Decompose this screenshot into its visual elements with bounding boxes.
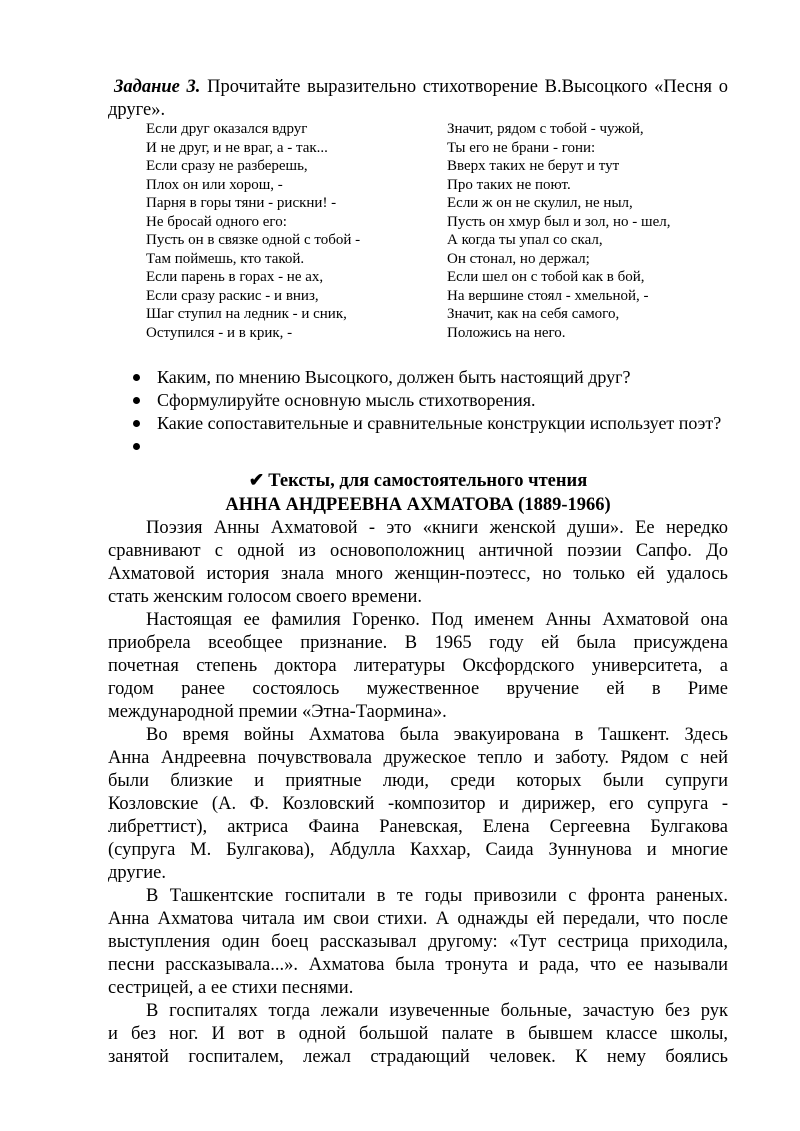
poem-line: На вершине стоял - хмельной, - [447,287,649,304]
question-item: Сформулируйте основную мысль стихотворения. [130,389,730,412]
text-line: были близкие и приятные люди, среди которых были супруги [108,771,728,791]
poem-line: Если сразу не разберешь, [146,158,308,174]
paragraph [108,885,728,1000]
text-line: выступления один боец рассказывал другому: «Тут сестрица приходила, [108,932,728,952]
poem-line: Пусть он в связке одной с тобой - [146,232,361,248]
text-line: Козловские (А. Ф. Козловский -композитор и дирижер, его супруга - [108,794,728,814]
question-item: Какие сопоставительные и сравнительные конструкции использует поэт? [130,412,730,435]
poem-line: Если шел он с тобой как в бой, [447,269,645,285]
text-line: Анна Андреевна почувствовала дружеское тепло и заботу. Рядом с ней [108,748,728,768]
section-heading [108,470,728,493]
poem-line: Он стонал, но держал; [447,250,590,267]
text-line: В Ташкентские госпитали в те годы привозили с фронта раненых. [146,886,728,906]
poem-line: Вверх таких не берут и тут [447,158,620,174]
poem-line: Пусть он хмур был и зол, но - шел, [447,213,671,230]
checkmark-icon: ✔ [248,471,265,491]
task-3-instruction [108,76,728,122]
text-line: (супруга М. Булгакова), Абдулла Каххар, Саида Зуннунова и многие [108,840,728,860]
poem-line: Ты его не брани - гони: [447,139,596,156]
text-line: другие. [108,863,166,883]
poem-line: Значит, как на себя самого, [447,306,620,322]
poem-line: Шаг ступил на ледник - и сник, [146,306,347,322]
text-line: В госпиталях тогда лежали изувеченные больные, зачастую без рук [146,1001,728,1021]
paragraph [108,1000,728,1069]
section-title: Тексты, для самостоятельного чтения [268,471,588,491]
poem-line: Если парень в горах - не ах, [146,269,324,285]
poem-line: А когда ты упал со скал, [447,232,603,248]
text-line: и без ног. И вот в одной большой палате в бывшем классе школы, [108,1024,728,1044]
question-item-empty [130,435,730,458]
article-body [108,517,728,1069]
poem-line: Если ж он не скулил, не ныл, [447,195,633,211]
text-line: годом ранее состоялось мужественное вручение ей в Риме [108,679,728,699]
poem-line: Если сразу раскис - и вниз, [146,287,319,304]
poem-line: Про таких не поют. [447,176,571,193]
text-line: сестрицей, а ее стихи песнями. [108,978,354,998]
text-line: сравнивают с одной из основоположниц античной поэзии Сапфо. До [108,541,728,561]
text-line: международной премии «Этна-Таормина». [108,702,447,722]
poem-line: Там поймешь, кто такой. [146,250,305,267]
poem-column-right [447,120,747,342]
poem-line: Не бросай одного его: [146,213,287,230]
poem-line: Значит, рядом с тобой - чужой, [447,121,644,137]
text-line: почетная степень доктора литературы Оксфордского университета, а [108,656,728,676]
text-line: Анна Ахматова читала им свои стихи. А однажды ей передали, что после [108,909,728,929]
author-heading: АННА АНДРЕЕВНА АХМАТОВА (1889-1966) [225,495,611,515]
task-label: Задание 3. [114,77,201,97]
text-line: Настоящая ее фамилия Горенко. Под именем Анны Ахматовой она [146,610,728,630]
paragraph [108,724,728,885]
task-text: Прочитайте выразительно стихотворение В.Высоцкого «Песня о друге». [108,77,728,120]
poem-line: И не друг, и не враг, а - так... [146,139,328,156]
poem-line: Парня в горы тяни - рискни! - [146,195,337,211]
paragraph [108,517,728,609]
text-line: либреттист), актриса Фаина Раневская, Елена Сергеевна Булгакова [108,817,728,837]
question-item: Каким, по мнению Высоцкого, должен быть настоящий друг? [130,366,730,389]
text-line: Во время войны Ахматова была эвакуирована в Ташкент. Здесь [146,725,728,745]
text-line: песни рассказывала...». Ахматова была тронута и рада, что ее называли [108,955,728,975]
paragraph [108,609,728,724]
poem-line: Плох он или хорош, - [146,176,283,193]
poem-line: Оступился - и в крик, - [146,324,293,341]
poem-line: Положись на него. [447,324,566,341]
text-line: приобрела всеобщее признание. В 1965 году ей была присуждена [108,633,728,653]
question-list [130,366,730,458]
text-line: стать женским голосом своего времени. [108,587,423,607]
poem-column-left [146,120,436,342]
poem-line: Если друг оказался вдруг [146,121,308,137]
text-line: Ахматовой история знала много женщин-поэтесс, но только ей удалось [108,564,728,584]
text-line: занятой госпиталем, лежал страдающий человек. К нему боялись [108,1047,728,1067]
text-line: Поэзия Анны Ахматовой - это «книги женской души». Ее нередко [146,518,728,538]
